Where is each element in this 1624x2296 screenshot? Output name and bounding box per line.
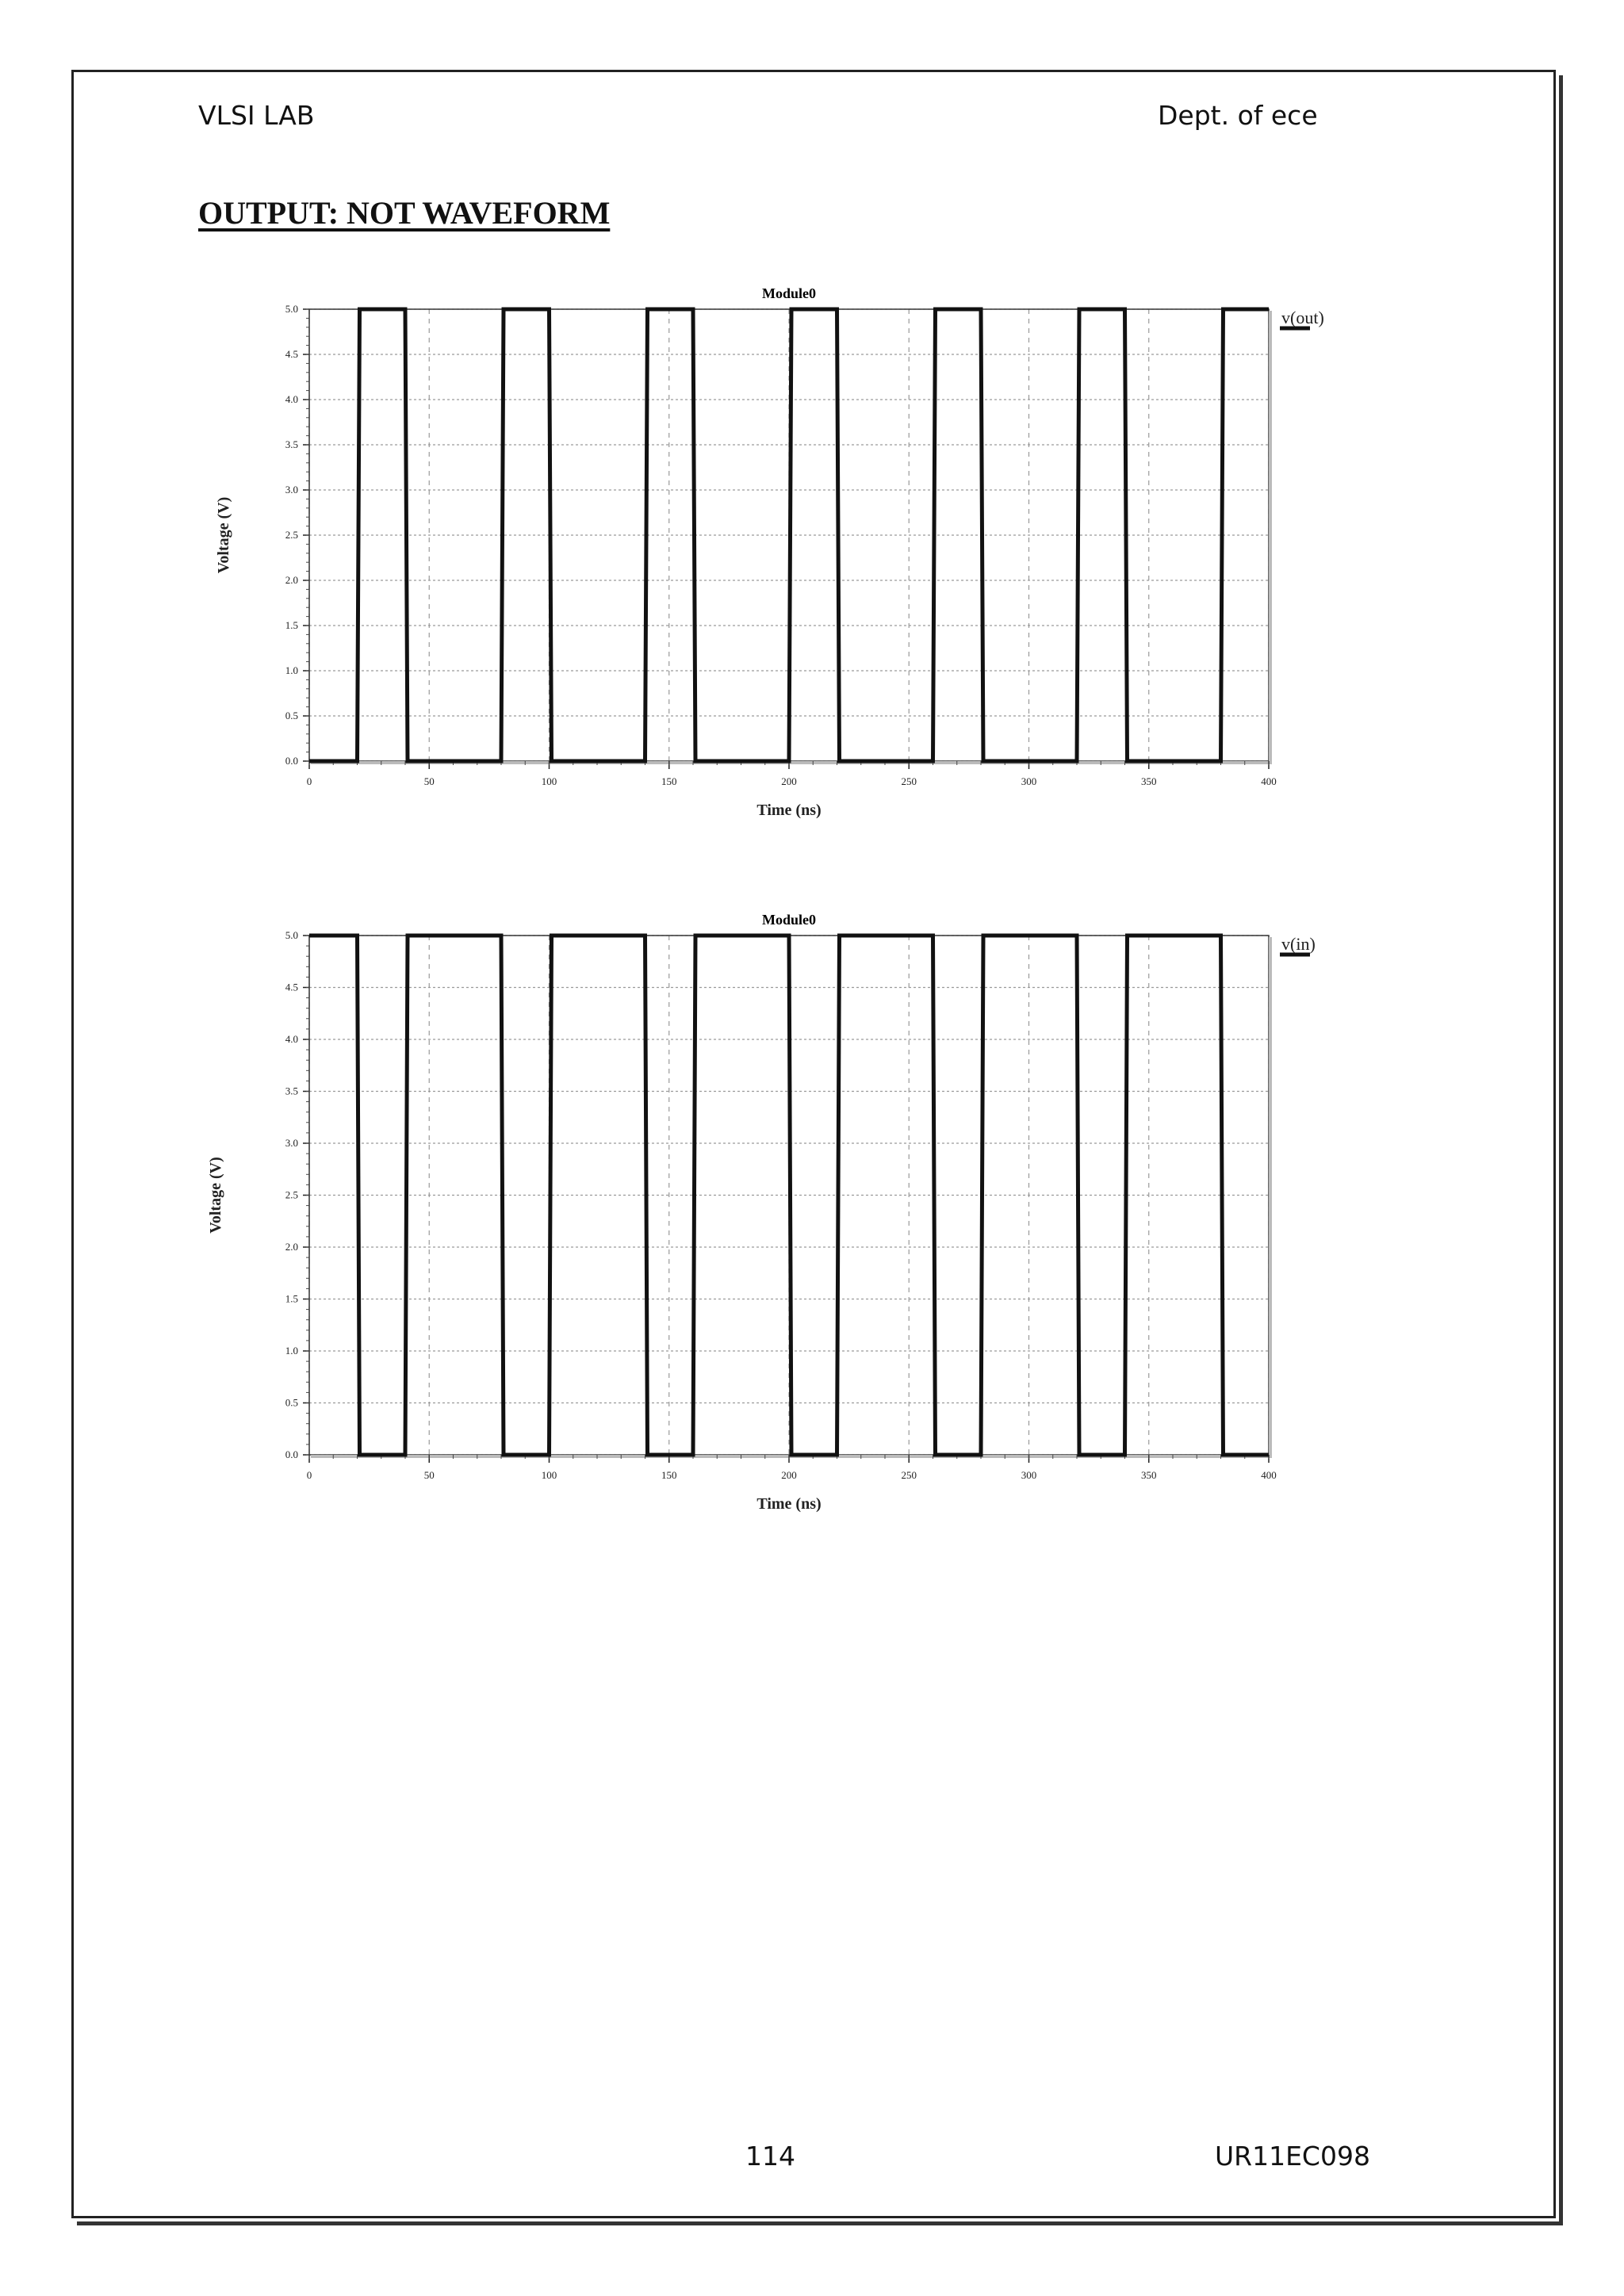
chart-title: Module0 (761, 285, 817, 301)
y-tick-label: 3.0 (285, 1137, 298, 1149)
y-tick-label: 0.5 (285, 1396, 298, 1409)
input-waveform-chart (198, 904, 1388, 1538)
y-tick-label: 5.0 (285, 303, 298, 315)
y-tick-label: 5.0 (285, 929, 298, 941)
y-tick-label: 1.5 (285, 1292, 298, 1305)
x-tick-label: 200 (781, 1469, 797, 1481)
x-tick-label: 200 (781, 775, 797, 787)
y-tick-label: 4.0 (285, 1033, 298, 1045)
header-department: Dept. of ece (1158, 100, 1318, 131)
plot-shadow-right (1269, 311, 1272, 763)
y-axis-label: Voltage (V) (215, 496, 232, 574)
x-tick-label: 150 (661, 775, 677, 787)
x-tick-label: 0 (306, 1469, 312, 1481)
x-tick-label: 400 (1261, 1469, 1277, 1481)
x-tick-label: 350 (1141, 775, 1157, 787)
x-tick-label: 50 (423, 775, 435, 787)
y-tick-label: 2.5 (285, 529, 298, 541)
legend-label: v(out) (1281, 308, 1324, 327)
x-tick-label: 100 (541, 775, 557, 787)
y-tick-label: 3.0 (285, 484, 298, 496)
plot-shadow-right (1269, 937, 1272, 1456)
y-tick-label: 1.0 (285, 664, 298, 676)
y-tick-label: 0.0 (285, 1448, 298, 1460)
legend-label: v(in) (1281, 934, 1316, 954)
y-tick-label: 4.0 (285, 393, 298, 405)
waveform-svg (198, 904, 1388, 1538)
y-tick-label: 2.0 (285, 1241, 298, 1253)
x-tick-label: 100 (541, 1469, 557, 1481)
chart-title: Module0 (761, 912, 817, 928)
page-number: 114 (745, 2141, 795, 2172)
x-tick-label: 250 (901, 775, 917, 787)
waveform-svg (206, 277, 1364, 848)
x-axis-label: Time (ns) (756, 802, 822, 819)
y-tick-label: 2.0 (285, 574, 298, 586)
x-tick-label: 0 (306, 775, 312, 787)
x-tick-label: 50 (423, 1469, 435, 1481)
y-tick-label: 4.5 (285, 981, 298, 993)
y-tick-label: 1.5 (285, 619, 298, 631)
section-title: OUTPUT: NOT WAVEFORM (198, 195, 611, 231)
y-tick-label: 0.0 (285, 755, 298, 767)
x-tick-label: 250 (901, 1469, 917, 1481)
output-waveform-chart (206, 277, 1364, 848)
x-tick-label: 400 (1261, 775, 1277, 787)
y-tick-label: 1.0 (285, 1345, 298, 1357)
roll-number: UR11EC098 (1215, 2141, 1370, 2172)
x-tick-label: 300 (1021, 775, 1037, 787)
y-tick-label: 3.5 (285, 438, 298, 450)
x-axis-label: Time (ns) (756, 1495, 822, 1513)
y-tick-label: 3.5 (285, 1085, 298, 1097)
y-tick-label: 2.5 (285, 1188, 298, 1201)
y-tick-label: 4.5 (285, 348, 298, 360)
x-tick-label: 300 (1021, 1469, 1037, 1481)
y-tick-label: 0.5 (285, 710, 298, 721)
x-tick-label: 350 (1141, 1469, 1157, 1481)
x-tick-label: 150 (661, 1469, 677, 1481)
header-lab-name: VLSI LAB (198, 100, 315, 131)
y-axis-label: Voltage (V) (207, 1157, 224, 1234)
